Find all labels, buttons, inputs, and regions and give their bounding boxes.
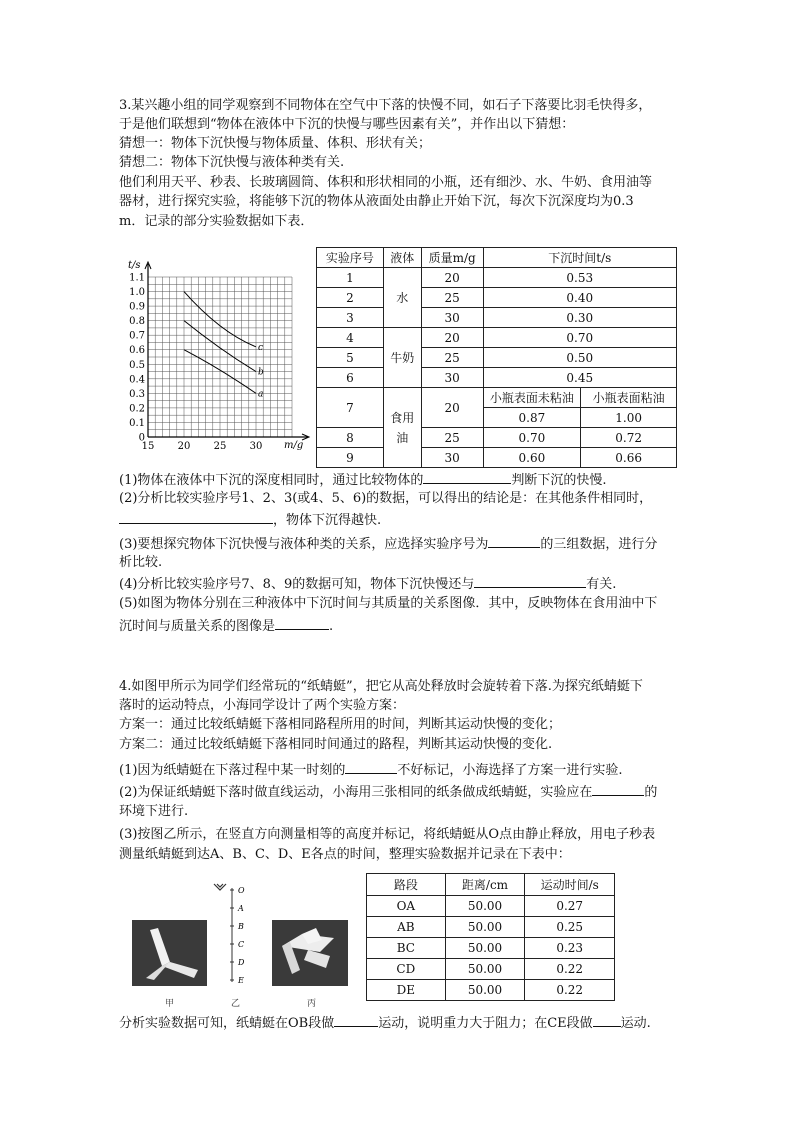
x-tick-label: 15 [141,441,155,452]
q3-sub2a: (2)分析比较实验序号1、2、3(或4、5、6)的数据，可以得出的结论是：在其他条件相同时， [119,491,653,506]
y-tick-label: 0.5 [129,359,145,371]
row-mass: 20 [421,388,483,428]
x-axis-label: m/g [284,440,304,451]
x-tick-labels [142,441,263,452]
row-mass: 25 [421,288,483,308]
q4-sub1: (1)因为纸蜻蜓在下落过程中某一时刻的 不好标记，小海选择了方案一进行实验. [119,760,623,780]
row-time: 0.53 [483,268,676,288]
header-time: 运动时间/s [525,874,615,896]
answer-blank[interactable] [119,510,273,524]
row-mass: 20 [421,328,483,348]
q3-sub1: (1)物体在液体中下沉的深度相同时，通过比较物体的 判断下沉的快慢. [119,470,607,490]
q3-sub2b: ，物体下沉得越快. [119,510,381,530]
q4-line-3: 方案一：通过比较纸蜻蜓下落相同路程所用的时间，判断其运动快慢的变化； [119,717,562,732]
answer-blank[interactable] [334,1013,378,1027]
row-mass: 25 [421,428,483,448]
row-no: 3 [317,308,384,328]
q3-data-table [316,247,677,468]
q4-line-4: 方案二：通过比较纸蜻蜓下落相同时间通过的路程，判断其运动快慢的变化. [119,737,553,752]
chart-grid [148,277,292,437]
q4-line-2: 落时的运动特点，小海同学设计了两个实验方案： [119,698,406,713]
y-tick-label: 0.1 [129,417,145,429]
answer-blank[interactable] [592,782,644,796]
header-liquid: 液体 [383,248,421,268]
distance-cell: 50.00 [445,959,525,980]
row-mass: 30 [421,448,483,468]
x-tick-label: 25 [213,441,227,452]
row-time-oil: 0.66 [581,448,677,468]
time-cell: 0.22 [525,980,615,1001]
segment-cell: BC [367,938,446,959]
y-tick-label: 0.7 [129,330,145,342]
dragonfly-folded-shape [272,920,348,986]
sub-header-oil: 小瓶表面粘油 [581,388,677,408]
row-mass: 30 [421,308,483,328]
answer-blank[interactable] [593,1013,621,1027]
q3-sub4: (4)分析比较实验序号7、8、9的数据可知，物体下沉快慢还与 有关. [119,574,616,594]
row-no: 7 [317,388,384,428]
y-tick-label: 0.4 [129,374,145,386]
answer-blank[interactable] [488,534,540,548]
segment-cell: CD [367,959,446,980]
row-time-oil: 0.72 [581,428,677,448]
header-no: 实验序号 [317,248,384,268]
q3-line-3: 猜想一：物体下沉快慢与物体质量、体积、形状有关； [119,136,432,151]
scale-point-label: C [238,940,245,949]
y-tick-label: 0.6 [129,345,145,357]
header-segment: 路段 [367,874,446,896]
row-mass: 30 [421,368,483,388]
scale-point-label: O [238,886,245,895]
liquid-water: 水 [383,268,421,328]
distance-cell: 50.00 [445,980,525,1001]
y-tick-label: 0.2 [129,403,145,415]
row-time-oil: 1.00 [581,408,677,428]
row-time: 0.70 [483,328,676,348]
row-time: 0.40 [483,288,676,308]
q4-data-table [366,873,615,1001]
q4-line-1: 4.如图甲所示为同学们经常玩的“纸蜻蜓”，把它从高处释放时会旋转着下落.为探究纸蜻蜓下 [119,679,643,694]
liquid-milk: 牛奶 [383,328,421,388]
y-tick-label: 0.9 [129,301,145,313]
row-no: 6 [317,368,384,388]
row-time: 0.30 [483,308,676,328]
fig-label-bing: 丙 [307,999,317,1009]
q3-line-1: 3.某兴趣小组的同学观察到不同物体在空气中下落的快慢不同，如石子下落要比羽毛快得多， [119,98,652,113]
x-tick-label: 30 [249,441,263,452]
answer-blank[interactable] [345,760,397,774]
scale-point-label: E [238,976,244,985]
q4-sub2b: 环境下进行. [119,804,189,819]
q4-final: 分析实验数据可知，纸蜻蜓在OB段做 运动，说明重力大于阻力；在CE段做 运动. [119,1013,651,1033]
q3-line-6: 器材，进行探究实验，将能够下沉的物体从液面处由静止开始下沉，每次下沉深度均为0.3 [119,194,634,209]
row-time-no-oil: 0.60 [483,448,581,468]
time-cell: 0.27 [525,896,615,917]
q3-line-2: 于是他们联想到“物体在液体中下沉的快慢与哪些因素有关”，并作出以下猜想： [119,117,575,132]
x-tick-label: 20 [177,441,191,452]
scale-point-label: B [238,922,244,931]
curve-label-c: c [258,342,264,353]
fig-label-yi: 乙 [231,999,241,1009]
row-mass: 25 [421,348,483,368]
row-time-no-oil: 0.87 [483,408,581,428]
distance-cell: 50.00 [445,938,525,959]
y-tick-label: 0.8 [129,316,145,328]
row-time: 0.50 [483,348,676,368]
q4-sub2a: (2)为保证纸蜻蜓下落时做直线运动，小海用三张相同的纸条做成纸蜻蜓，实验应在 的 [119,782,657,802]
dragonfly-shape [132,920,207,986]
y-axis-label: t/s [128,260,141,271]
answer-blank[interactable] [474,574,586,588]
row-no: 1 [317,268,384,288]
time-cell: 0.22 [525,959,615,980]
distance-cell: 50.00 [445,917,525,938]
liquid-oil: 食用油 [383,388,421,468]
q3-line-7: m．记录的部分实验数据如下表． [119,214,314,229]
y-tick-label: 0.3 [129,388,145,400]
q4-sub3a: (3)按图乙所示，在竖直方向测量相等的高度并标记，将纸蜻蜓从O点由静止释放，用电子秒表 [119,827,656,842]
scale-diagram [212,880,252,992]
q3-line-5: 他们利用天平、秒表、长玻璃圆筒、体积和形状相同的小瓶，还有细沙、水、牛奶、食用油等 [119,175,653,190]
q3-sub5b: 沉时间与质量关系的图像是 . [119,616,333,636]
sub-header-no-oil: 小瓶表面未粘油 [483,388,581,408]
row-no: 4 [317,328,384,348]
chart-curves [184,292,264,400]
header-time: 下沉时间t/s [483,248,676,268]
q3-sub3b: 析比较. [119,555,163,570]
paper-dragonfly-photo-bing [272,920,348,986]
y-tick-label: 1.1 [129,272,145,284]
q4-sub3b: 测量纸蜻蜓到达A、B、C、D、E各点的时间，整理实验数据并记录在下表中： [119,847,571,862]
row-time-no-oil: 0.70 [483,428,581,448]
row-mass: 20 [421,268,483,288]
y-tick-label: 0 [138,432,145,444]
distance-cell: 50.00 [445,896,525,917]
row-no: 8 [317,428,384,448]
segment-cell: AB [367,917,446,938]
y-tick-label: 1.0 [129,287,145,299]
curve-label-a: a [258,389,264,400]
y-tick-labels [129,273,145,444]
row-no: 9 [317,448,384,468]
header-distance: 距离/cm [445,874,525,896]
curve-label-b: b [258,367,264,378]
time-cell: 0.25 [525,917,615,938]
row-no: 2 [317,288,384,308]
answer-blank[interactable] [423,470,511,484]
paper-dragonfly-photo-jia [132,920,207,986]
fig-label-jia: 甲 [165,999,175,1009]
q3-sub3a: (3)要想探究物体下沉快慢与液体种类的关系，应选择实验序号为 的三组数据，进行分 [119,534,657,554]
segment-cell: DE [367,980,446,1001]
q3-line-4: 猜想二：物体下沉快慢与液体种类有关. [119,155,345,170]
scale-point-label: A [238,904,244,913]
scale-point-label: D [238,958,245,967]
row-no: 5 [317,348,384,368]
time-mass-chart [118,256,318,456]
row-time: 0.45 [483,368,676,388]
header-mass: 质量m/g [421,248,483,268]
answer-blank[interactable] [275,616,329,630]
time-cell: 0.23 [525,938,615,959]
segment-cell: OA [367,896,446,917]
q3-sub5a: (5)如图为物体分别在三种液体中下沉时间与其质量的关系图像．其中，反映物体在食用油中下 [119,596,658,611]
